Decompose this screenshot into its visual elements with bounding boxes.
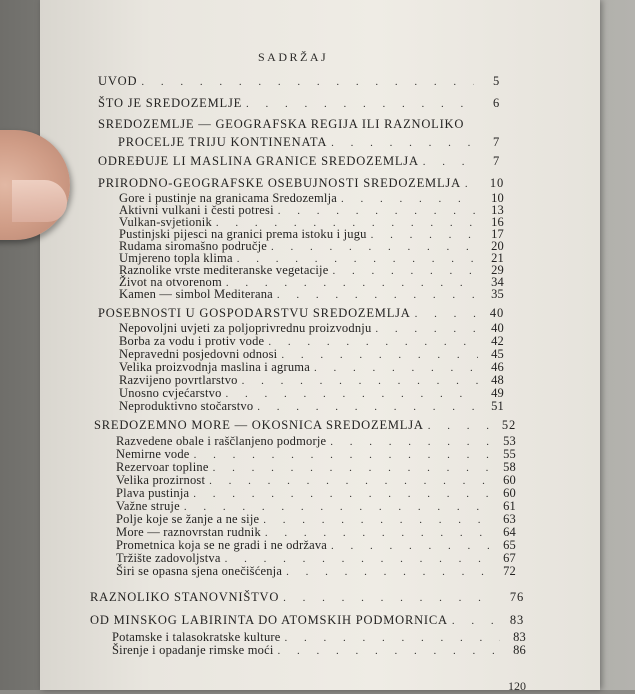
toc-entry-page: 76 xyxy=(509,590,524,604)
toc-entry-title: OD MINSKOG LABIRINTA DO ATOMSKIH PODMORNICA xyxy=(90,613,448,627)
toc-subentry: Borba za vodu i protiv vode . . . 42 xyxy=(119,334,504,349)
toc-entry-title: SREDOZEMLJE — GEOGRAFSKA REGIJA ILI RAZNOLIKO xyxy=(98,117,465,131)
toc-entry xyxy=(98,96,500,111)
toc-subentry: Kamen — simbol Mediterana . . . 35 xyxy=(119,287,504,302)
toc-subentry: Tržište zadovoljstva . . . 67 xyxy=(116,551,516,566)
toc-subentry: Život na otvorenom . . . 34 xyxy=(119,275,504,290)
toc-entry-title: SREDOZEMNO MORE — OKOSNICA SREDOZEMLJA xyxy=(94,418,424,432)
toc-entry-title: UVOD xyxy=(98,74,138,88)
toc-entry xyxy=(94,418,516,433)
toc-subentry: Raznolike vrste mediteranske vegetacije . . . 29 xyxy=(119,263,504,278)
toc-subentry: Širi se opasna sjena onečišćenja . . . 72 xyxy=(116,564,516,579)
toc-subentry: Gore i pustinje na granicama Sredozemlja . . . 10 xyxy=(119,191,504,206)
toc-entry xyxy=(98,176,504,191)
toc-entry xyxy=(98,74,500,89)
toc-subentry: Plava pustinja . . . 60 xyxy=(116,486,516,501)
toc-entry xyxy=(98,154,500,169)
toc-entry xyxy=(118,135,500,150)
toc-entry-page: 83 xyxy=(509,613,524,627)
page-heading: SADRŽAJ xyxy=(258,50,329,64)
toc-entry-page: 40 xyxy=(489,306,504,320)
toc-subentry: More — raznovrstan rudnik . . . 64 xyxy=(116,525,516,540)
toc-entry-page: 5 xyxy=(492,74,500,88)
toc-entry-title: RAZNOLIKO STANOVNIŠTVO xyxy=(90,590,280,604)
page-number: 120 xyxy=(508,679,526,693)
toc-entry xyxy=(90,613,524,628)
toc-subentry: Polje koje se žanje a ne sije . . . 63 xyxy=(116,512,516,527)
toc-subentry: Umjereno topla klima . . . 21 xyxy=(119,251,504,266)
toc-subentry: Širenje i opadanje rimske moći . . . 86 xyxy=(112,643,526,658)
toc-subentry: Aktivni vulkani i česti potresi . . . 13 xyxy=(119,203,504,218)
thumbnail-nail xyxy=(12,180,67,222)
toc-subentry: Velika prozirnost . . . 60 xyxy=(116,473,516,488)
toc-entry-page: 6 xyxy=(492,96,500,110)
toc-entry-page: 10 xyxy=(489,176,504,190)
toc-entry-title: ODREĐUJE LI MASLINA GRANICE SREDOZEMLJA xyxy=(98,154,419,168)
toc-entry xyxy=(90,590,524,605)
toc-entry xyxy=(98,306,504,321)
toc-subentry: Nepovoljni uvjeti za poljoprivrednu proizvodnju . . . 40 xyxy=(119,321,504,336)
toc-subentry: Pustinjski pijesci na granici prema istoku i jugu . . . 17 xyxy=(119,227,504,242)
toc-subentry: Rudama siromašno područje . . . 20 xyxy=(119,239,504,254)
toc-entry-page: 7 xyxy=(492,154,500,168)
toc-subentry: Nepravedni posjedovni odnosi . . . 45 xyxy=(119,347,504,362)
toc-subentry: Razvedene obale i raščlanjeno podmorje . . . 53 xyxy=(116,434,516,449)
toc-entry-page: 7 xyxy=(492,135,500,149)
toc-subentry: Unosno cvjećarstvo . . . 49 xyxy=(119,386,504,401)
toc-subentry: Velika proizvodnja maslina i agruma . . . 46 xyxy=(119,360,504,375)
toc-entry-page: 52 xyxy=(501,418,516,432)
toc-subentry: Potamske i talasokratske kulture . . . 83 xyxy=(112,630,526,645)
toc-subentry: Neproduktivno stočarstvo . . . 51 xyxy=(119,399,504,414)
toc-entry-title: ŠTO JE SREDOZEMLJE xyxy=(98,96,243,110)
toc-entry-title: PRIRODNO-GEOGRAFSKE OSEBUJNOSTI SREDOZEMLJA xyxy=(98,176,461,190)
toc-subentry: Prometnica koja se ne gradi i ne održava . . . 65 xyxy=(116,538,516,553)
toc-entry-title: POSEBNOSTI U GOSPODARSTVU SREDOZEMLJA xyxy=(98,306,411,320)
toc-entry-title: PROCELJE TRIJU KONTINENATA xyxy=(118,135,328,149)
toc-subentry: Razvijeno povrtlarstvo . . . 48 xyxy=(119,373,504,388)
toc-subentry: Vulkan-svjetionik . . . 16 xyxy=(119,215,504,230)
toc-subentry: Važne struje . . . 61 xyxy=(116,499,516,514)
toc-subentry: Rezervoar topline . . . 58 xyxy=(116,460,516,475)
toc-subentry: Nemirne vode . . . 55 xyxy=(116,447,516,462)
